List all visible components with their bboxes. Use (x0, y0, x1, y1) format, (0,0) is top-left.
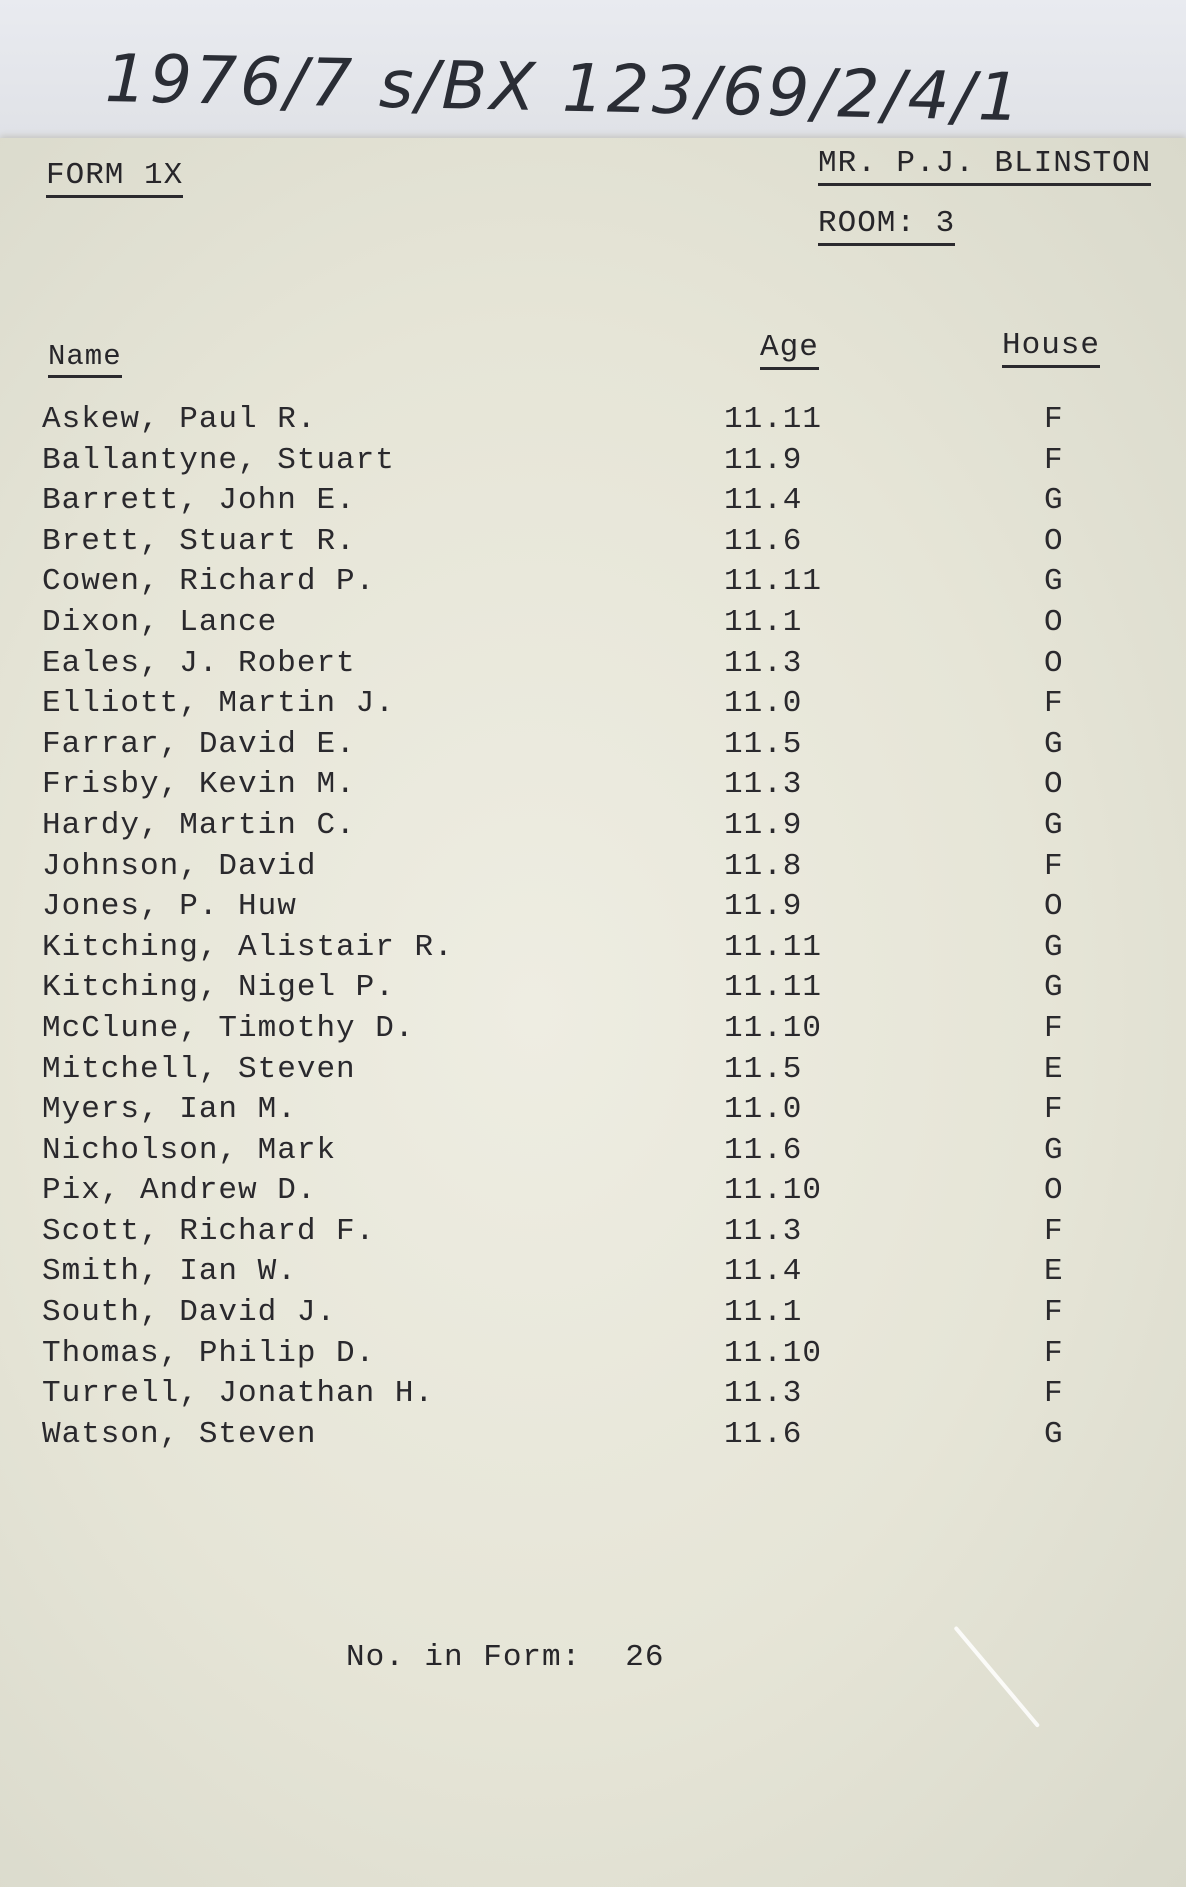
table-row (0, 1133, 1186, 1174)
student-house: O (1044, 523, 1064, 559)
student-house: F (1044, 1092, 1064, 1128)
student-name: Cowen, Richard P. (42, 564, 376, 600)
table-row (0, 1173, 1186, 1214)
student-age: 11.3 (724, 1213, 803, 1249)
student-age: 11.3 (724, 767, 803, 803)
table-row (0, 767, 1186, 808)
student-house: F (1044, 442, 1064, 478)
student-age: 11.10 (724, 1173, 823, 1209)
handwritten-reference: 1976/7 s/BX 123/69/2/4/1 (104, 40, 1024, 137)
student-age: 11.11 (724, 402, 823, 437)
student-house: O (1044, 604, 1064, 640)
table-row (0, 564, 1186, 605)
student-house: O (1044, 1173, 1064, 1209)
student-name: Hardy, Martin C. (42, 807, 356, 843)
student-age: 11.11 (724, 970, 823, 1006)
table-row (0, 808, 1186, 849)
student-name: Thomas, Philip D. (42, 1335, 376, 1371)
student-house: E (1044, 1051, 1064, 1087)
student-age: 11.10 (724, 1335, 823, 1371)
column-header-name: Name (48, 340, 122, 378)
form-title: FORM 1X (46, 158, 183, 198)
table-row (0, 1092, 1186, 1133)
form-count-value: 26 (625, 1640, 665, 1675)
table-row (0, 1214, 1186, 1255)
room-number: ROOM: 3 (818, 206, 955, 246)
table-row (0, 443, 1186, 484)
student-name: Dixon, Lance (42, 604, 278, 640)
student-house: G (1044, 1132, 1064, 1168)
student-house: O (1044, 889, 1064, 925)
table-row (0, 402, 1186, 443)
table-row (0, 524, 1186, 565)
student-age: 11.0 (724, 1092, 803, 1128)
student-age: 11.11 (724, 929, 823, 965)
student-name: Nicholson, Mark (42, 1132, 337, 1168)
student-house: F (1044, 1213, 1064, 1249)
student-house: F (1044, 1295, 1064, 1331)
student-name: Eales, J. Robert (42, 645, 356, 681)
student-name: South, David J. (42, 1295, 337, 1331)
student-name: Elliott, Martin J. (42, 686, 395, 722)
student-name: Askew, Paul R. (42, 402, 317, 437)
student-name: Mitchell, Steven (42, 1051, 356, 1087)
student-age: 11.10 (724, 1010, 823, 1046)
table-row (0, 970, 1186, 1011)
student-list (0, 402, 1186, 1457)
student-house: F (1044, 686, 1064, 722)
column-header-house: House (1002, 328, 1100, 368)
student-name: McClune, Timothy D. (42, 1010, 415, 1046)
student-name: Turrell, Jonathan H. (42, 1376, 435, 1412)
student-name: Watson, Steven (42, 1416, 317, 1452)
student-age: 11.6 (724, 1132, 803, 1168)
student-name: Pix, Andrew D. (42, 1173, 317, 1209)
student-age: 11.9 (724, 807, 803, 843)
table-row (0, 727, 1186, 768)
table-row (0, 1376, 1186, 1417)
student-house: F (1044, 1010, 1064, 1046)
table-row (0, 1295, 1186, 1336)
student-house: O (1044, 645, 1064, 681)
archive-label-strip (0, 0, 1186, 150)
student-age: 11.3 (724, 645, 803, 681)
student-age: 11.1 (724, 604, 803, 640)
table-row (0, 1254, 1186, 1295)
student-name: Scott, Richard F. (42, 1213, 376, 1249)
form-count (346, 1640, 664, 1675)
student-house: G (1044, 929, 1064, 965)
form-count-label: No. in Form: (346, 1640, 582, 1675)
student-name: Brett, Stuart R. (42, 523, 356, 559)
student-name: Johnson, David (42, 848, 317, 884)
table-row (0, 1052, 1186, 1093)
student-age: 11.9 (724, 442, 803, 478)
student-name: Kitching, Alistair R. (42, 929, 454, 965)
student-house: G (1044, 483, 1064, 519)
student-age: 11.1 (724, 1295, 803, 1331)
teacher-name: MR. P.J. BLINSTON (818, 146, 1151, 186)
student-house: G (1044, 807, 1064, 843)
student-name: Frisby, Kevin M. (42, 767, 356, 803)
student-age: 11.6 (724, 523, 803, 559)
student-house: F (1044, 1335, 1064, 1371)
student-age: 11.5 (724, 1051, 803, 1087)
student-age: 11.5 (724, 726, 803, 762)
student-house: F (1044, 402, 1064, 437)
table-row (0, 1417, 1186, 1458)
table-row (0, 889, 1186, 930)
column-header-age: Age (760, 330, 819, 370)
student-age: 11.6 (724, 1416, 803, 1452)
student-name: Ballantyne, Stuart (42, 442, 395, 478)
student-house: O (1044, 767, 1064, 803)
table-row (0, 483, 1186, 524)
table-row (0, 605, 1186, 646)
student-age: 11.3 (724, 1376, 803, 1412)
student-house: G (1044, 726, 1064, 762)
student-age: 11.11 (724, 564, 823, 600)
student-name: Jones, P. Huw (42, 889, 297, 925)
student-house: G (1044, 564, 1064, 600)
table-row (0, 646, 1186, 687)
table-row (0, 1336, 1186, 1377)
table-row (0, 1011, 1186, 1052)
student-age: 11.8 (724, 848, 803, 884)
student-house: G (1044, 1416, 1064, 1452)
student-name: Kitching, Nigel P. (42, 970, 395, 1006)
table-row (0, 930, 1186, 971)
student-age: 11.0 (724, 686, 803, 722)
student-age: 11.4 (724, 1254, 803, 1290)
student-house: F (1044, 848, 1064, 884)
table-row (0, 849, 1186, 890)
student-name: Farrar, David E. (42, 726, 356, 762)
student-age: 11.9 (724, 889, 803, 925)
student-house: E (1044, 1254, 1064, 1290)
student-name: Smith, Ian W. (42, 1254, 297, 1290)
student-house: G (1044, 970, 1064, 1006)
table-row (0, 686, 1186, 727)
student-name: Myers, Ian M. (42, 1092, 297, 1128)
student-name: Barrett, John E. (42, 483, 356, 519)
student-house: F (1044, 1376, 1064, 1412)
student-age: 11.4 (724, 483, 803, 519)
